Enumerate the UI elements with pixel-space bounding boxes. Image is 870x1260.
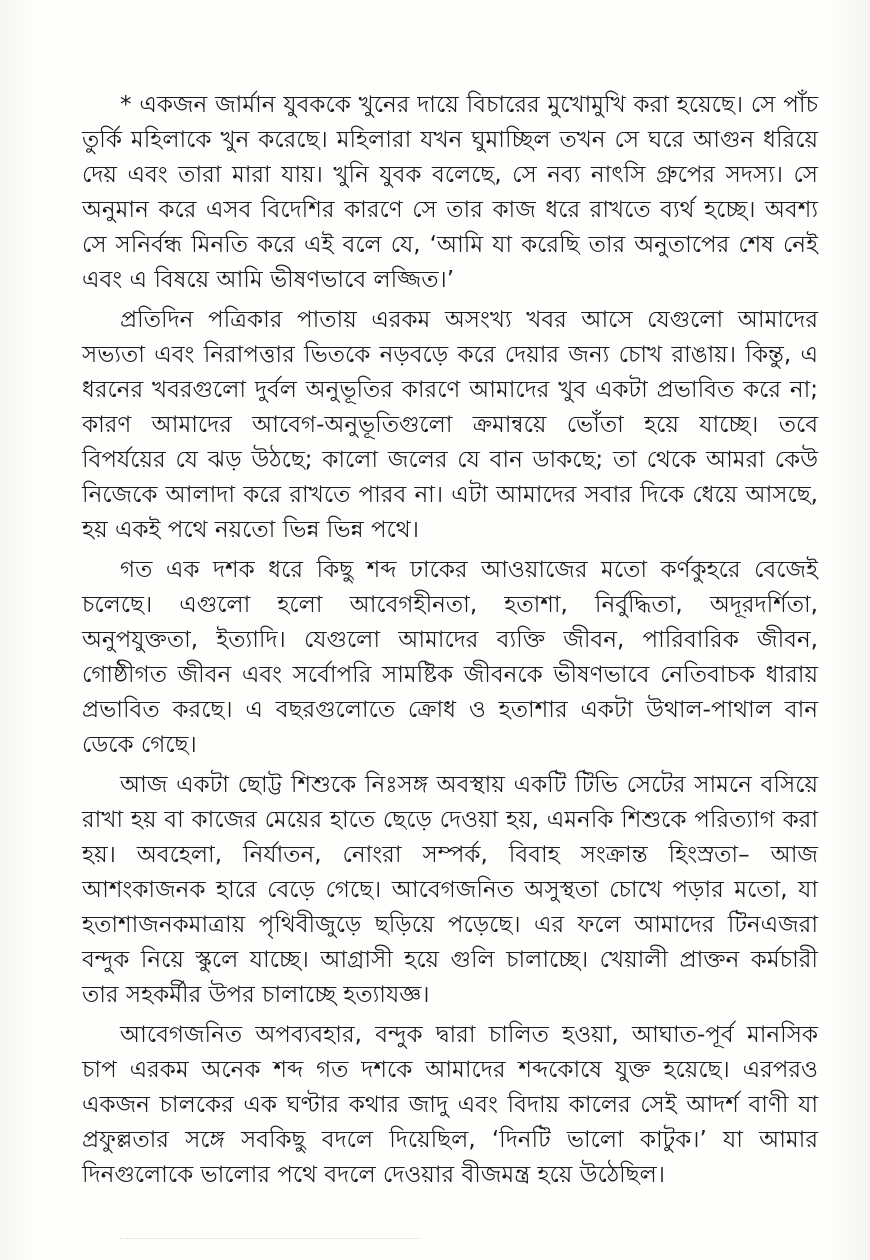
- paragraph-news-report: * একজন জার্মান যুবককে খুনের দায়ে বিচারের মুখোমুখি করা হয়েছে। সে পাঁচ তুর্কি মহিলাকে খুন করেছে। মহিলারা যখন ঘুমাচ্ছিল তখন সে ঘরে আগুন ধরিয়ে দেয় এবং তারা মারা যায়। খুনি যুবক বলেছে, সে নব্য নাৎসি গ্রুপের সদস্য। সে অনুমান করে এসব বিদেশির কারণে সে তার কাজ ধরে রাখতে ব্যর্থ হচ্ছে। অবশ্য সে সনির্বন্ধ মিনতি করে এই বলে যে, ‘আমি যা করেছি তার অনুতাপের শেষ নেই এবং এ বিষয়ে আমি ভীষণভাবে লজ্জিত।’: [82, 92, 818, 293]
- paragraph-daily-news: প্রতিদিন পত্রিকার পাতায় এরকম অসংখ্য খবর আসে যেগুলো আমাদের সভ্যতা এবং নিরাপত্তার ভিতকে নড়বড়ে করে দেয়ার জন্য চোখ রাঙায়। কিন্তু, এ ধরনের খবরগুলো দুর্বল অনুভূতির কারণে আমাদের খুব একটা প্রভাবিত করে না; কারণ আমাদের আবেগ-অনুভূতিগুলো ক্রমান্বয়ে ভোঁতা হয়ে যাচ্ছে। তবে বিপর্যয়ের যে ঝড় উঠছে; কালো জলের যে বান ডাকছে; তা থেকে আমরা কেউ নিজেকে আলাদা করে রাখতে পারব না। এটা আমাদের সবার দিকে ধেয়ে আসছে, হয় একই পথে নয়তো ভিন্ন ভিন্ন পথে।: [82, 307, 818, 543]
- page-edge-bleed: [120, 1238, 420, 1249]
- body-text: [82, 88, 818, 1198]
- paragraph-children: আজ একটা ছোট্ট শিশুকে নিঃসঙ্গ অবস্থায় একটি টিভি সেটের সামনে বসিয়ে রাখা হয় বা কাজের মেয়ের হাতে ছেড়ে দেওয়া হয়, এমনকি শিশুকে পরিত্যাগ করা হয়। অবহেলা, নির্যাতন, নোংরা সম্পর্ক, বিবাহ সংক্রান্ত হিংস্রতা– আজ আশংকাজনক হারে বেড়ে গেছে। আবেগজনিত অসুস্থতা চোখে পড়ার মতো, যা হতাশাজনকমাত্রায় পৃথিবীজুড়ে ছড়িয়ে পড়েছে। এর ফলে আমাদের টিনএজরা বন্দুক নিয়ে স্কুলে যাচ্ছে। আগ্রাসী হয়ে গুলি চালাচ্ছে। খেয়ালী প্রাক্তন কর্মচারী তার সহকর্মীর উপর চালাচ্ছে হত্যাযজ্ঞ।: [82, 772, 818, 1008]
- paragraph-decade-words: গত এক দশক ধরে কিছু শব্দ ঢাকের আওয়াজের মতো কর্ণকুহরে বেজেই চলেছে। এগুলো হলো আবেগহীনতা, হতাশা, নির্বুদ্ধিতা, অদূরদর্শিতা, অনুপযুক্ততা, ইত্যাদি। যেগুলো আমাদের ব্যক্তি জীবন, পারিবারিক জীবন, গোষ্ঠীগত জীবন এবং সর্বোপরি সামষ্টিক জীবনকে ভীষণভাবে নেতিবাচক ধারায় প্রভাবিত করছে। এ বছরগুলোতে ক্রোধ ও হতাশার একটা উথাল-পাথাল বান ডেকে গেছে।: [82, 557, 818, 758]
- paragraph-new-vocabulary: আবেগজনিত অপব্যবহার, বন্দুক দ্বারা চালিত হওয়া, আঘাত-পূর্ব মানসিক চাপ এরকম অনেক শব্দ গত দশকে আমাদের শব্দকোষে যুক্ত হয়েছে। এরপরও একজন চালকের এক ঘণ্টার কথার জাদু এবং বিদায় কালের সেই আদর্শ বাণী যা প্রফুল্লতার সঙ্গে সবকিছু বদলে দিয়েছিল, ‘দিনটি ভালো কাটুক।’ যা আমার দিনগুলোকে ভালোর পথে বদলে দেওয়ার বীজমন্ত্র হয়ে উঠেছিল।: [82, 1022, 818, 1188]
